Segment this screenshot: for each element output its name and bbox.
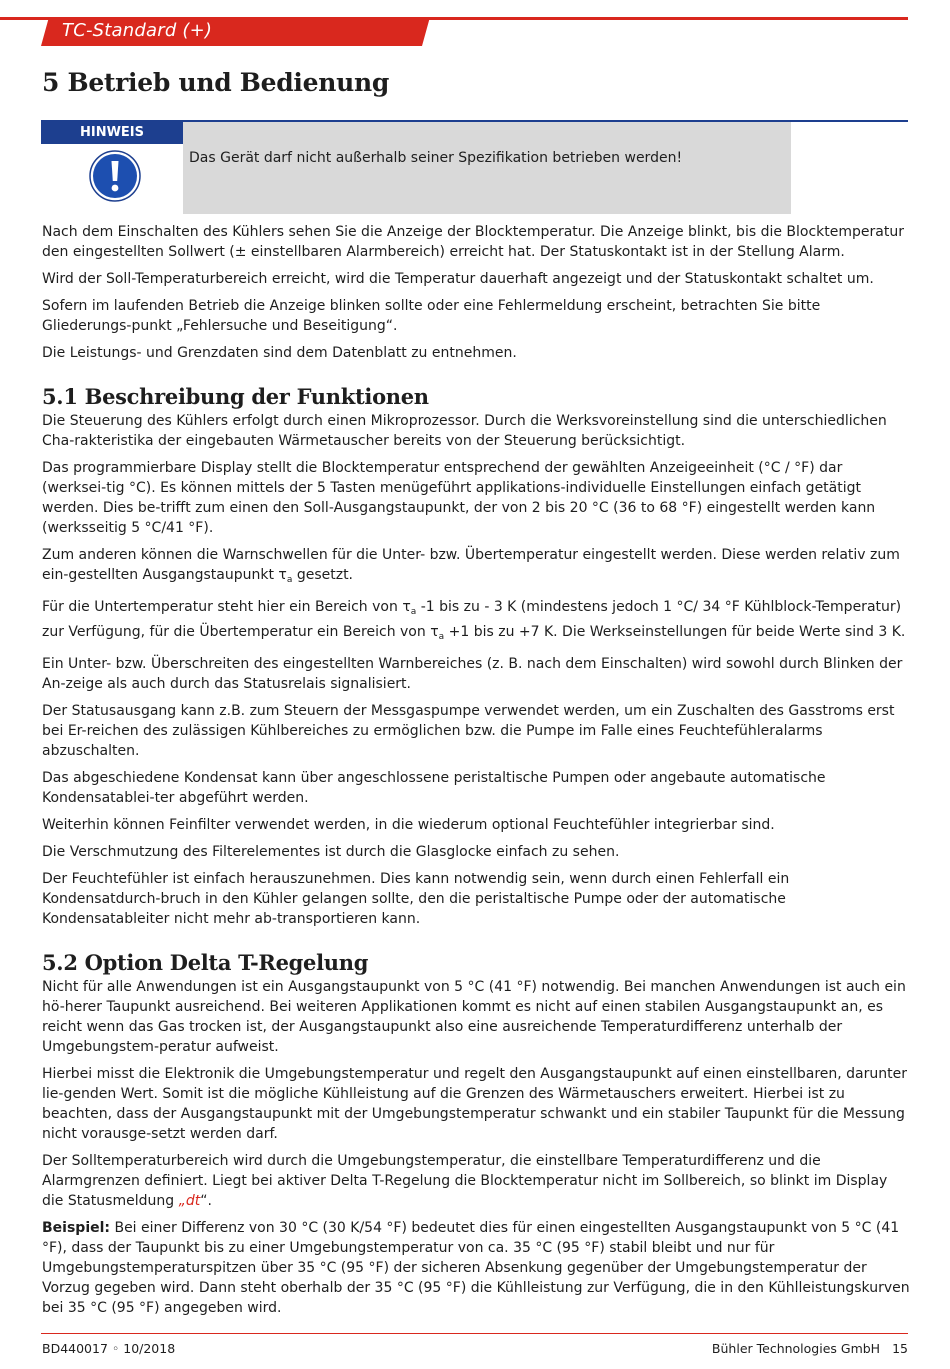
paragraph: Der Feuchtefühler ist einfach herauszunehmen. Dies kann notwendig sein, wenn durch einen Fehlerfall ein Kondensatdurch-bruch in den Kühler gelangen sollte, den die peristaltische Pumpe oder der automatische Kondensatableiter nicht mehr ab-transportieren kann. (42, 871, 790, 927)
footer-company: Bühler Technologies GmbH (711, 1341, 881, 1356)
notice-box (183, 122, 791, 214)
notice-text: Das Gerät darf nicht außerhalb seiner Spezifikation betrieben werden! (189, 150, 683, 166)
tau-symbol: τ (402, 599, 411, 615)
chapter-title: 5 Betrieb und Bedienung (42, 68, 390, 97)
paragraph: Die Leistungs- und Grenzdaten sind dem Datenblatt zu entnehmen. (42, 345, 517, 361)
paragraph: Nach dem Einschalten des Kühlers sehen Sie die Anzeige der Blocktemperatur. Die Anzeige blinkt, bis die Blocktemperatur den eingestellten Sollwert (± einstellbaren Alarmbereich) erreicht hat. Der Statuskontakt ist in der Stellung Alarm. (42, 224, 904, 260)
tau-subscript: a (286, 575, 293, 585)
text-run: +1 bis zu +7 K. Die Werkseinstellungen für beide Werte sind 3 K. (444, 624, 906, 640)
paragraph: Die Verschmutzung des Filterelementes ist durch die Glasglocke einfach zu sehen. (42, 844, 620, 860)
tau-symbol: τ (430, 624, 439, 640)
tau-subscript: a (438, 632, 445, 642)
footer-right (712, 1341, 908, 1356)
paragraph (42, 1151, 910, 1211)
page-number: 15 (892, 1341, 908, 1356)
paragraph (42, 1218, 910, 1318)
header-title: TC-Standard (+) (62, 20, 213, 41)
text-run: Zum anderen können die Warnschwellen für die Unter- bzw. Übertemperatur eingestellt werden. Diese werden relativ zum ein-gestellten Ausgangstaupunkt (42, 547, 900, 583)
tau-subscript: a (410, 607, 417, 617)
paragraph: Hierbei misst die Elektronik die Umgebungstemperatur und regelt den Ausgangstaupunkt auf einen einstellbaren, darunter lie-genden Wert. Somit ist die mögliche Kühlleistung auf die Grenzen des Wärmetauschers erweitert. Hierbei ist zu beachten, dass der Ausgangstaupunkt mit der Umgebungstemperatur schwankt und ein stabiler Taupunkt für die Messung nicht vorausge-setzt werden darf. (42, 1066, 907, 1142)
section-title-5-1: 5.1 Beschreibung der Funktionen (42, 384, 429, 409)
section-title-5-2: 5.2 Option Delta T-Regelung (42, 950, 369, 975)
footer-doc-id: BD440017 ◦ 10/2018 (42, 1341, 176, 1356)
paragraph: Ein Unter- bzw. Überschreiten des eingestellten Warnbereiches (z. B. nach dem Einschalten) wird sowohl durch Blinken der An-zeige als auch durch das Statusrelais signalisiert. (42, 656, 903, 692)
main-content (42, 222, 910, 1325)
text-run: Der Solltemperaturbereich wird durch die Umgebungstemperatur, die einstellbare Temperaturdifferenz und die Alarmgrenzen definiert. Liegt bei aktiver Delta T-Regelung die Blocktemperatur nicht im Sollbereich, so blinkt im Display die Statusmeldung (42, 1153, 888, 1209)
exclamation-circle-icon (89, 150, 141, 202)
example-label: Beispiel: (42, 1220, 111, 1236)
status-quote-open: „ (178, 1193, 186, 1209)
footer-rule (41, 1333, 908, 1334)
paragraph: Das abgeschiedene Kondensat kann über angeschlossene peristaltische Pumpen oder angebaute automatische Kondensatablei-ter abgeführt werden. (42, 770, 826, 806)
text-run: gesetzt. (292, 567, 354, 583)
paragraph: Nicht für alle Anwendungen ist ein Ausgangstaupunkt von 5 °C (41 °F) notwendig. Bei manchen Anwendungen ist auch ein hö-herer Taupunkt ausreichend. Bei weiteren Applikationen kommt es nicht auf einen stabilen Ausgangstaupunkt an, es reicht wenn das Gas trocken ist, der Ausgangstaupunkt also eine ausreichende Temperaturdifferenz unterhalb der Umgebungstem-peratur aufweist. (42, 979, 906, 1055)
paragraph: Die Steuerung des Kühlers erfolgt durch einen Mikroprozessor. Durch die Werksvoreinstellung sind die unterschiedlichen Cha-rakteristika der eingebauten Wärmetauscher bereits von der Steuerung berücksichtigt. (42, 413, 887, 449)
paragraph: Weiterhin können Feinfilter verwendet werden, in die wiederum optional Feuchtefühler integrierbar sind. (42, 817, 775, 833)
paragraph: Der Statusausgang kann z.B. zum Steuern der Messgaspumpe verwendet werden, um ein Zuschalten des Gasstroms erst bei Er-reichen des zulässigen Kühlbereiches zu ermöglichen bzw. die Pumpe im Falle eines Feuchtefühleralarms abzuschalten. (42, 703, 895, 759)
status-quote-close: “. (200, 1193, 212, 1209)
tau-symbol: τ (278, 567, 287, 583)
status-message: dt (185, 1193, 201, 1209)
text-run: -1 bis zu - 3 K (mindestens jedoch 1 °C/ 34 °F Kühlblock-Temperatur) zur Verfügung, für die Übertemperatur ein Bereich von (42, 599, 902, 640)
paragraph (42, 545, 910, 590)
paragraph: Das programmierbare Display stellt die Blocktemperatur entsprechend der gewählten Anzeigeeinheit (°C / °F) dar (werksei-tig °C). Es können mittels der 5 Tasten menügeführt applikations-individuelle Einstellungen einfach getätigt werden. Dies be-trifft zum einen den Soll-Ausgangstaupunkt, der von 2 bis 20 °C (36 to 68 °F) eingestellt werden kann (werksseitig 5 °C/41 °F). (42, 460, 876, 536)
notice-label: HINWEIS (41, 122, 183, 144)
paragraph: Sofern im laufenden Betrieb die Anzeige blinken sollte oder eine Fehlermeldung erscheint, betrachten Sie bitte Gliederungs-punkt „Fehlersuche und Beseitigung“. (42, 298, 821, 334)
page-header (0, 17, 908, 46)
text-run: Für die Untertemperatur steht hier ein Bereich von (42, 599, 403, 615)
paragraph (42, 597, 910, 647)
paragraph: Wird der Soll-Temperaturbereich erreicht, wird die Temperatur dauerhaft angezeigt und der Statuskontakt schaltet um. (42, 271, 874, 287)
text-run: Bei einer Differenz von 30 °C (30 K/54 °F) bedeutet dies für einen eingestellten Ausgangstaupunkt von 5 °C (41 °F), dass der Taupunkt bis zu einer Umgebungstemperatur von ca. 35 °C (95 °F) stabil bleibt und nur für Umgebungstemperaturspitzen über 35 °C (95 °F) der sicheren Absenkung gegenüber der Umgebungstemperatur der Vorzug gegeben wird. Dann steht oberhalb der 35 °C (95 °F) die Kühlleistung zur Verfügung, die in den Kühlleistungskurven bei 35 °C (95 °F) angegeben wird. (42, 1220, 910, 1316)
